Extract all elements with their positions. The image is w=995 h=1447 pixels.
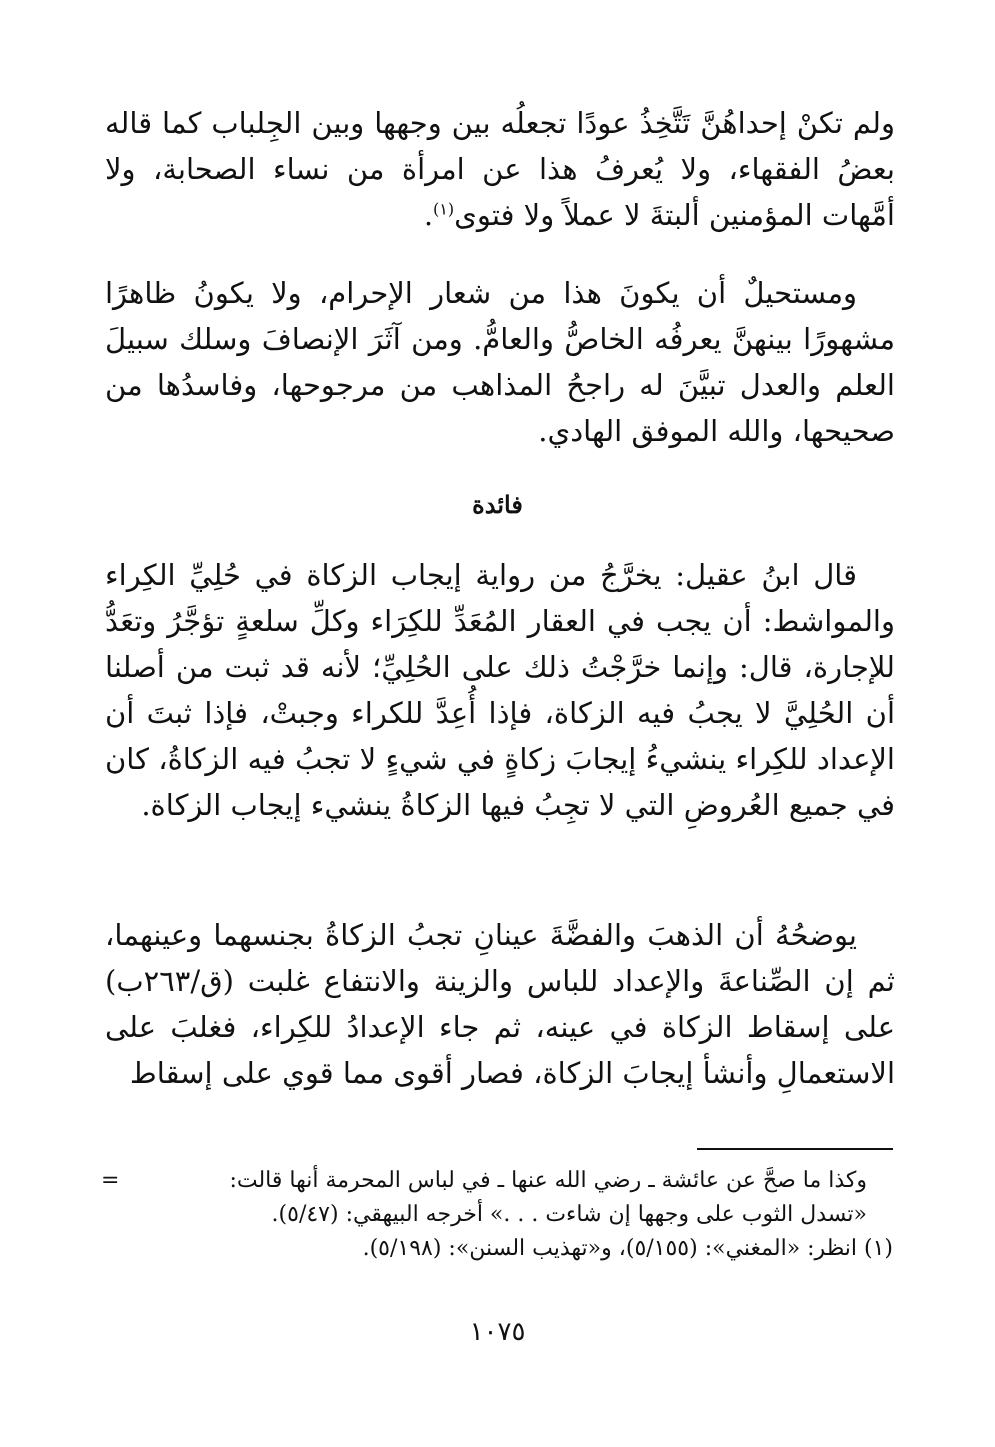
footnote-continuation-line-1: وكذا ما صحَّ عن عائشة ـ رضي الله عنها ـ في لباس المحرمة أنها قالت: [229,1168,867,1193]
footnote-divider [697,1148,893,1150]
continuation-marker: = [101,1168,120,1193]
paragraph-2-text: ومستحيلٌ أن يكونَ هذا من شعار الإحرام، ولا يكونُ ظاهرًا مشهورًا بينهنَّ يعرفُه الخاصُّ والعامُّ. ومن آثَرَ الإنصافَ وسلك سبيلَ العلم والعدل تبيَّنَ له راجحُ المذاهب من مرجوحها، وفاسدُها من صحيحها، والله الموفق الهادي. [105,276,895,448]
footnote-1-text: انظر: «المغني»: (٥/١٥٥)، و«تهذيب السنن»: (٥/١٩٨). [362,1236,857,1261]
paragraph-4-text: يوضحُهُ أن الذهبَ والفضَّةَ عينانِ تجبُ الزكاةُ بجنسهما وعينهما، ثم إن الصِّناعةَ والإعداد للباس والزينة والانتفاع غلبت (ق/٢٦٣ب) على إسقاط الزكاة في عينه، ثم جاء الإعدادُ للكِراء، فغلبَ على الاستعمالِ وأنشأ إيجابَ الزكاة، فصار أقوى مما قوي على إسقاط [105,918,895,1090]
paragraph-2 [105,270,895,454]
paragraph-1-text: ولم تكنْ إحداهُنَّ تَتَّخِذُ عودًا تجعلُه بين وجهها وبين الجِلباب كما قاله بعضُ الفقهاء، ولا يُعرفُ هذا عن امرأة من نساء الصحابة، ولا أمَّهات المؤمنين ألبتةَ لا عملاً ولا فتوى [105,106,895,232]
section-heading: فائدة [472,490,523,519]
paragraph-4 [105,912,895,1096]
paragraph-3 [105,552,895,828]
footnote-continuation-line-2: «تسدل الثوب على وجهها إن شاءت . . .» أخرجه البيهقي: (٥/٤٧). [271,1202,867,1227]
footnote-1 [103,1232,893,1266]
footnote-1-number: (١) [863,1236,893,1261]
footnote-ref-1: (١) [433,199,455,219]
page-number: ١٠٧٥ [469,1317,526,1347]
footnote-continuation [103,1164,893,1232]
paragraph-3-text: قال ابنُ عقيل: يخرَّجُ من رواية إيجاب الزكاة في حُلِيِّ الكِراء والمواشط: أن يجب في العقار المُعَدِّ للكِرَاء وكلِّ سلعةٍ تؤجَّرُ وتعَدُّ للإجارة، قال: وإنما خرَّجْتُ ذلك على الحُلِيِّ؛ لأنه قد ثبت من أصلنا أن الحُلِيَّ لا يجبُ فيه الزكاة، فإذا أُعِدَّ للكراء وجبتْ، فإذا ثبتَ أن الإعداد للكِراء ينشيءُ إيجابَ زكاةٍ في شيءٍ لا تجبُ فيه الزكاةُ، كان في جميع العُروضِ التي لا تجِبُ فيها الزكاةُ ينشيء إيجاب الزكاة. [105,558,895,822]
paragraph-1 [105,100,895,238]
paragraph-1-end: . [423,198,434,232]
